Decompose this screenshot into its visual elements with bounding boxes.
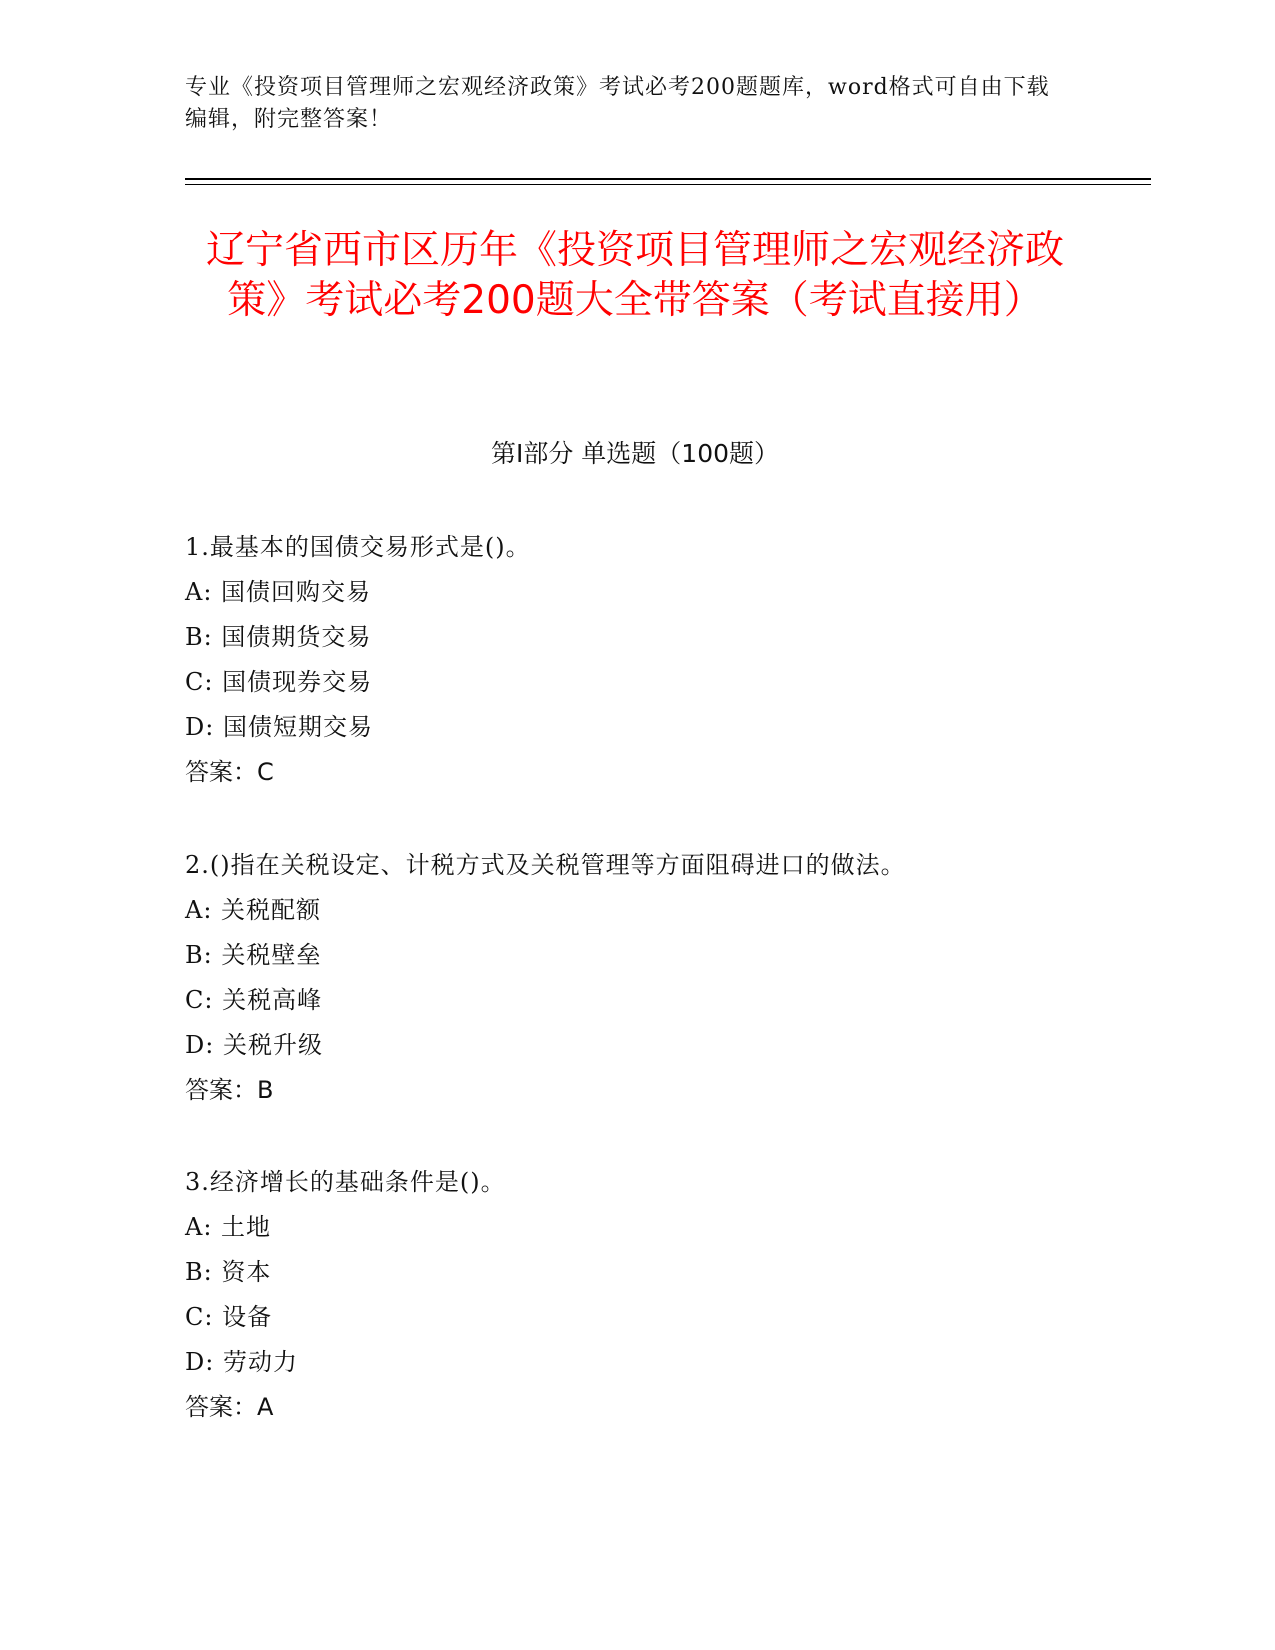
option-c: C: 设备	[185, 1303, 273, 1331]
header-divider-thick	[185, 178, 1151, 180]
option-b: B: 关税壁垒	[185, 941, 322, 969]
option-c: C: 国债现券交易	[185, 668, 373, 696]
answer-value: B	[257, 1076, 274, 1104]
question-3	[185, 1160, 1085, 1430]
question-1	[185, 525, 1085, 795]
option-d: D: 关税升级	[185, 1031, 323, 1059]
answer-line	[185, 750, 1085, 795]
option-b: B: 国债期货交易	[185, 623, 372, 651]
option-a: A: 关税配额	[185, 896, 322, 924]
question-2	[185, 843, 1085, 1113]
answer-value: C	[257, 758, 274, 786]
answer-line	[185, 1385, 1085, 1430]
answer-value: A	[257, 1393, 274, 1421]
option-b: B: 资本	[185, 1258, 272, 1286]
option-a: A: 土地	[185, 1213, 272, 1241]
answer-prefix: 答案：	[185, 1393, 257, 1421]
header-divider-thin	[185, 184, 1151, 185]
document-title: 辽宁省西市区历年《投资项目管理师之宏观经济政策》考试必考200题大全带答案（考试直接用）	[205, 228, 1064, 323]
option-d: D: 劳动力	[185, 1348, 298, 1376]
question-stem: 2.()指在关税设定、计税方式及关税管理等方面阻碍进口的做法。	[185, 851, 906, 879]
header-note: 专业《投资项目管理师之宏观经济政策》考试必考200题题库，word格式可自由下载编辑，附完整答案！	[185, 75, 1050, 132]
answer-line	[185, 1068, 1085, 1113]
option-c: C: 关税高峰	[185, 986, 323, 1014]
option-d: D: 国债短期交易	[185, 713, 373, 741]
section-title: 第I部分 单选题（100题）	[490, 439, 780, 468]
answer-prefix: 答案：	[185, 1076, 257, 1104]
option-a: A: 国债回购交易	[185, 578, 372, 606]
question-stem: 1.最基本的国债交易形式是()。	[185, 533, 531, 561]
answer-prefix: 答案：	[185, 758, 257, 786]
question-stem: 3.经济增长的基础条件是()。	[185, 1168, 506, 1196]
